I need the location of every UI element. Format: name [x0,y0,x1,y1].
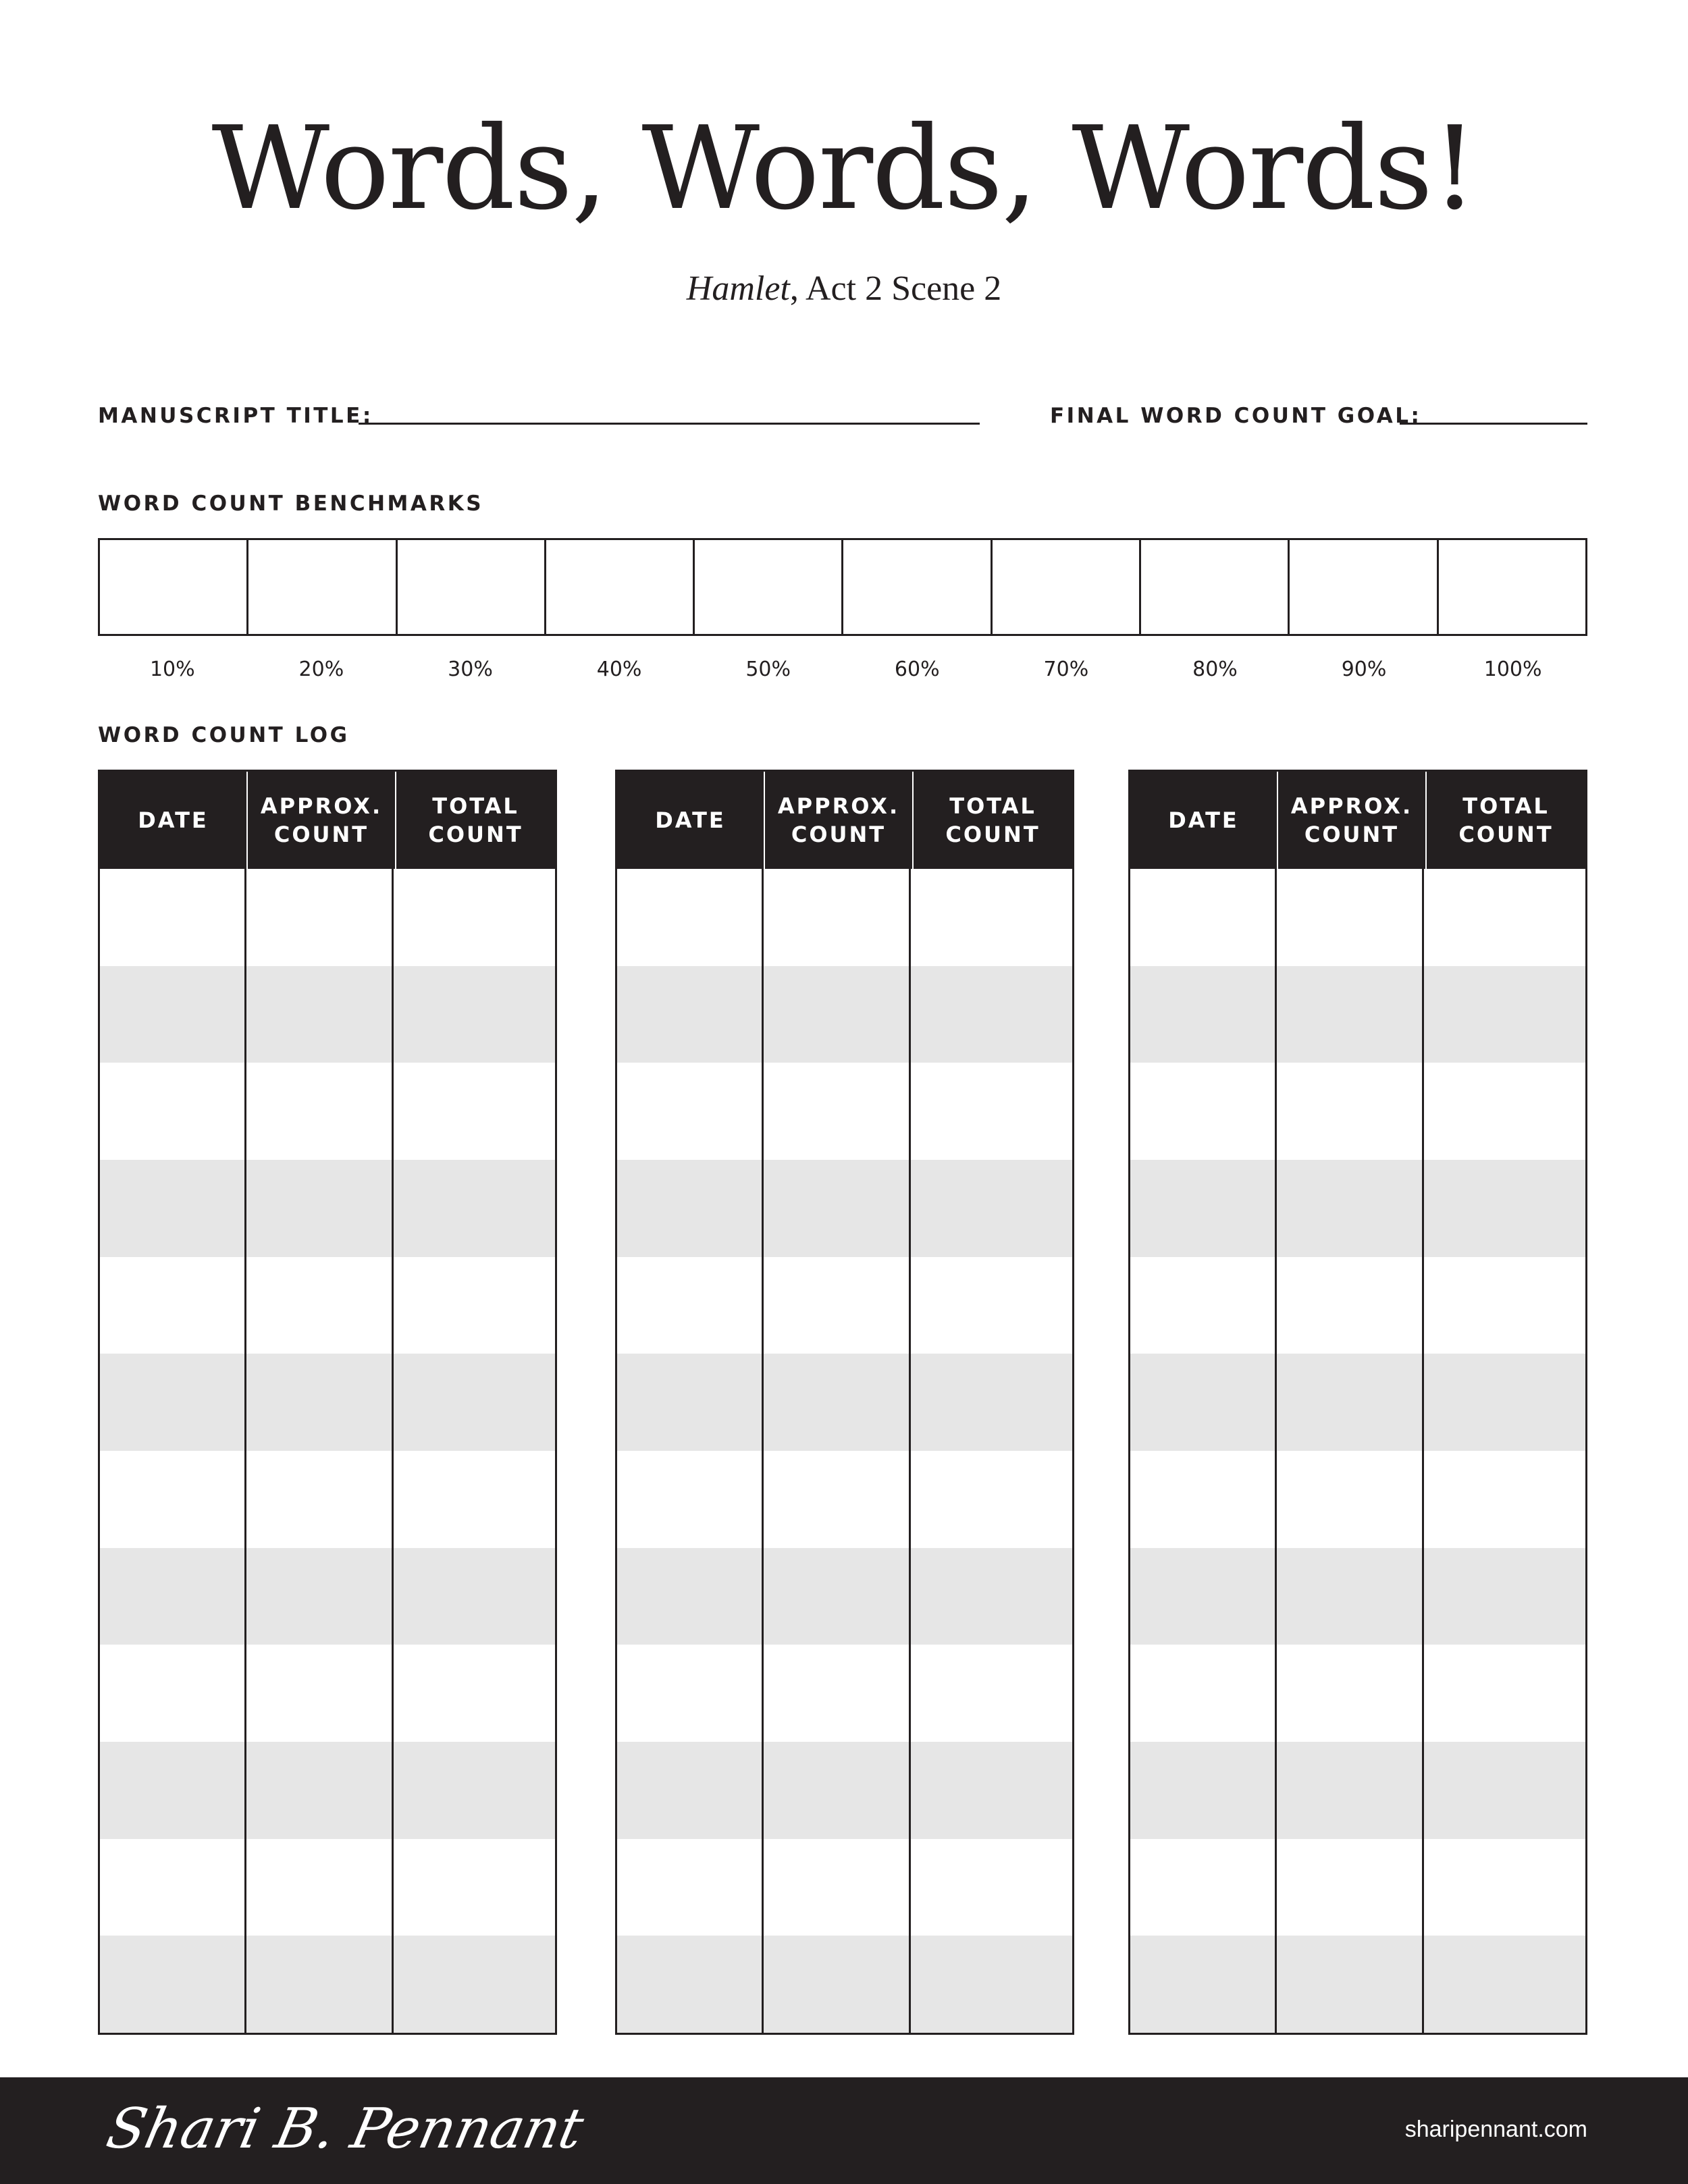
table-row [100,1936,555,2033]
column-header [914,772,1072,869]
log-cell[interactable] [617,1742,764,1839]
benchmark-percent-label: 80% [1192,658,1238,681]
column-header [396,772,555,869]
log-cell[interactable] [1277,966,1424,1063]
column-header-text: COUNT [945,822,1040,847]
log-cell[interactable] [394,1354,555,1451]
benchmark-box[interactable] [1290,540,1438,634]
log-cell[interactable] [394,966,555,1063]
log-cell[interactable] [1130,1839,1277,1936]
log-cell[interactable] [246,869,394,966]
log-cell[interactable] [394,1257,555,1354]
table-row [100,1742,555,1839]
benchmark-percent-label: 20% [298,658,344,681]
benchmark-percent-label: 50% [745,658,791,681]
column-header-text: TOTAL [432,793,519,819]
log-cell[interactable] [911,1548,1072,1645]
table-row [100,869,555,966]
log-cell[interactable] [1424,869,1585,966]
table-row [617,1451,1072,1548]
table-row [617,1160,1072,1257]
benchmark-box[interactable] [1141,540,1290,634]
table-row [617,1354,1072,1451]
page-title: Words, Words, Words! [211,102,1477,236]
log-cell[interactable] [100,1063,246,1160]
benchmark-percent-label: 10% [149,658,195,681]
log-cell[interactable] [1130,1257,1277,1354]
table-row [1130,1451,1585,1548]
log-cell[interactable] [617,1645,764,1742]
log-cell[interactable] [1277,1839,1424,1936]
table-row [1130,1645,1585,1742]
log-cell[interactable] [1130,1548,1277,1645]
table-row [1130,869,1585,966]
table-row [100,1160,555,1257]
table-row [100,1063,555,1160]
benchmark-box[interactable] [993,540,1141,634]
log-cell[interactable] [1424,1742,1585,1839]
table-row [617,1936,1072,2033]
log-table-header [617,772,1072,869]
column-header-text: COUNT [1304,822,1400,847]
log-cell[interactable] [1130,869,1277,966]
log-cell[interactable] [394,1451,555,1548]
page-subtitle [0,265,1688,313]
subtitle-reference: , Act 2 Scene 2 [789,269,1002,308]
manuscript-title-label: MANUSCRIPT TITLE: [98,404,373,428]
log-cell[interactable] [1277,1063,1424,1160]
log-cell[interactable] [246,966,394,1063]
log-cell[interactable] [617,869,764,966]
log-cell[interactable] [1277,1257,1424,1354]
log-cell[interactable] [1130,966,1277,1063]
log-cell[interactable] [100,1257,246,1354]
signature-logo: Shari B. Pennant [101,2097,589,2161]
column-header-text: APPROX. [1290,793,1413,819]
table-row [617,1257,1072,1354]
manuscript-title-field[interactable] [359,423,980,425]
table-row [1130,1936,1585,2033]
log-cell[interactable] [100,1160,246,1257]
table-row [1130,1839,1585,1936]
benchmark-box[interactable] [546,540,695,634]
log-cell[interactable] [1130,1742,1277,1839]
log-cell[interactable] [617,1548,764,1645]
log-table-2 [615,770,1074,2035]
log-cell[interactable] [100,966,246,1063]
table-row [617,1839,1072,1936]
log-cell[interactable] [1424,1548,1585,1645]
log-cell[interactable] [764,1936,911,2033]
log-cell[interactable] [1424,1936,1585,2033]
log-cell[interactable] [911,1451,1072,1548]
table-row [1130,1742,1585,1839]
log-cell[interactable] [1424,1063,1585,1160]
log-cell[interactable] [911,1742,1072,1839]
log-cell[interactable] [764,1742,911,1839]
log-cell[interactable] [1277,1354,1424,1451]
log-cell[interactable] [394,1936,555,2033]
log-cell[interactable] [911,1645,1072,1742]
table-row [1130,966,1585,1063]
log-cell[interactable] [1130,1160,1277,1257]
table-row [1130,1548,1585,1645]
benchmarks-grid [98,538,1587,636]
log-cell[interactable] [911,966,1072,1063]
final-goal-field[interactable] [1400,423,1587,425]
column-header-text: DATE [1168,807,1239,833]
table-row [100,1839,555,1936]
column-header [248,772,396,869]
log-cell[interactable] [394,1160,555,1257]
column-header-text: COUNT [428,822,523,847]
benchmark-percentages [98,656,1587,683]
log-cell[interactable] [100,1354,246,1451]
log-cell[interactable] [617,1354,764,1451]
log-cell[interactable] [246,1645,394,1742]
log-cell[interactable] [617,1160,764,1257]
log-cell[interactable] [246,1936,394,2033]
table-row [1130,1063,1585,1160]
log-cell[interactable] [617,1257,764,1354]
log-cell[interactable] [1277,1936,1424,2033]
log-cell[interactable] [1277,1548,1424,1645]
log-cell[interactable] [246,1160,394,1257]
log-table-1 [98,770,557,2035]
log-cell[interactable] [764,1451,911,1548]
benchmark-box[interactable] [248,540,397,634]
log-cell[interactable] [1424,1160,1585,1257]
log-cell[interactable] [1277,869,1424,966]
log-cell[interactable] [764,966,911,1063]
log-cell[interactable] [617,966,764,1063]
benchmark-percent-label: 40% [596,658,642,681]
log-cell[interactable] [1277,1645,1424,1742]
subtitle-play: Hamlet [686,269,790,308]
log-cell[interactable] [1277,1451,1424,1548]
log-cell[interactable] [1130,1936,1277,2033]
column-header [1130,772,1278,869]
log-cell[interactable] [911,1839,1072,1936]
final-goal-label: FINAL WORD COUNT GOAL: [1050,404,1422,428]
column-header-text: TOTAL [1462,793,1550,819]
log-cell[interactable] [617,1839,764,1936]
log-cell[interactable] [764,1063,911,1160]
table-row [100,1451,555,1548]
log-cell[interactable] [911,1257,1072,1354]
column-header-text: DATE [138,807,209,833]
log-cell[interactable] [1130,1451,1277,1548]
log-cell[interactable] [1130,1645,1277,1742]
benchmark-box[interactable] [843,540,992,634]
log-cell[interactable] [100,1451,246,1548]
benchmark-percent-label: 30% [448,658,493,681]
log-cell[interactable] [100,869,246,966]
log-table-header [100,772,555,869]
log-cell[interactable] [764,1257,911,1354]
log-cell[interactable] [100,1936,246,2033]
table-row [617,1063,1072,1160]
log-label: WORD COUNT LOG [98,723,350,747]
log-cell[interactable] [246,1839,394,1936]
log-cell[interactable] [1424,1451,1585,1548]
log-cell[interactable] [617,1936,764,2033]
table-row [617,1742,1072,1839]
log-cell[interactable] [246,1451,394,1548]
log-cell[interactable] [764,1548,911,1645]
log-cell[interactable] [911,1063,1072,1160]
column-header [1278,772,1427,869]
log-cell[interactable] [1424,1645,1585,1742]
table-row [100,1354,555,1451]
table-row [100,1645,555,1742]
table-row [100,966,555,1063]
column-header-text: APPROX. [260,793,383,819]
log-cell[interactable] [1130,1063,1277,1160]
column-header [100,772,248,869]
benchmark-box[interactable] [398,540,546,634]
table-row [1130,1160,1585,1257]
log-cell[interactable] [394,1839,555,1936]
log-cell[interactable] [246,1742,394,1839]
footer-bar [0,2077,1688,2184]
log-cell[interactable] [100,1839,246,1936]
benchmark-percent-label: 100% [1483,658,1542,681]
log-cell[interactable] [617,1451,764,1548]
log-cell[interactable] [911,1160,1072,1257]
benchmark-percent-label: 60% [894,658,940,681]
table-row [617,966,1072,1063]
column-header [765,772,914,869]
log-cell[interactable] [394,1548,555,1645]
column-header-text: TOTAL [949,793,1036,819]
table-row [1130,1354,1585,1451]
log-table-header [1130,772,1585,869]
log-cell[interactable] [394,1645,555,1742]
log-cell[interactable] [394,869,555,966]
log-cell[interactable] [100,1645,246,1742]
column-header [1427,772,1585,869]
benchmark-percent-label: 70% [1043,658,1089,681]
table-row [100,1257,555,1354]
log-cell[interactable] [764,1839,911,1936]
log-cell[interactable] [1424,1257,1585,1354]
benchmark-box[interactable] [1439,540,1585,634]
log-cell[interactable] [1424,966,1585,1063]
log-cell[interactable] [764,1645,911,1742]
column-header-text: COUNT [273,822,369,847]
log-cell[interactable] [764,869,911,966]
table-row [617,869,1072,966]
log-cell[interactable] [246,1063,394,1160]
table-row [617,1548,1072,1645]
log-cell[interactable] [1130,1354,1277,1451]
log-cell[interactable] [246,1257,394,1354]
log-cell[interactable] [911,869,1072,966]
benchmark-box[interactable] [695,540,843,634]
log-cell[interactable] [394,1742,555,1839]
log-cell[interactable] [1424,1839,1585,1936]
log-cell[interactable] [100,1548,246,1645]
log-cell[interactable] [911,1354,1072,1451]
log-cell[interactable] [764,1160,911,1257]
log-cell[interactable] [1277,1742,1424,1839]
column-header-text: APPROX. [777,793,900,819]
log-cell[interactable] [100,1742,246,1839]
log-cell[interactable] [617,1063,764,1160]
log-cell[interactable] [394,1063,555,1160]
log-cell[interactable] [246,1354,394,1451]
log-cell[interactable] [764,1354,911,1451]
table-row [617,1645,1072,1742]
column-header-text: COUNT [791,822,887,847]
table-row [100,1548,555,1645]
log-table-3 [1128,770,1587,2035]
column-header [617,772,765,869]
column-header-text: DATE [655,807,726,833]
log-cell[interactable] [1424,1354,1585,1451]
table-row [1130,1257,1585,1354]
log-cell[interactable] [1277,1160,1424,1257]
benchmark-percent-label: 90% [1341,658,1387,681]
column-header-text: COUNT [1458,822,1554,847]
log-cell[interactable] [911,1936,1072,2033]
website-link[interactable]: sharipennant.com [1404,2116,1587,2142]
benchmarks-label: WORD COUNT BENCHMARKS [98,491,484,516]
benchmark-box[interactable] [100,540,248,634]
log-cell[interactable] [246,1548,394,1645]
